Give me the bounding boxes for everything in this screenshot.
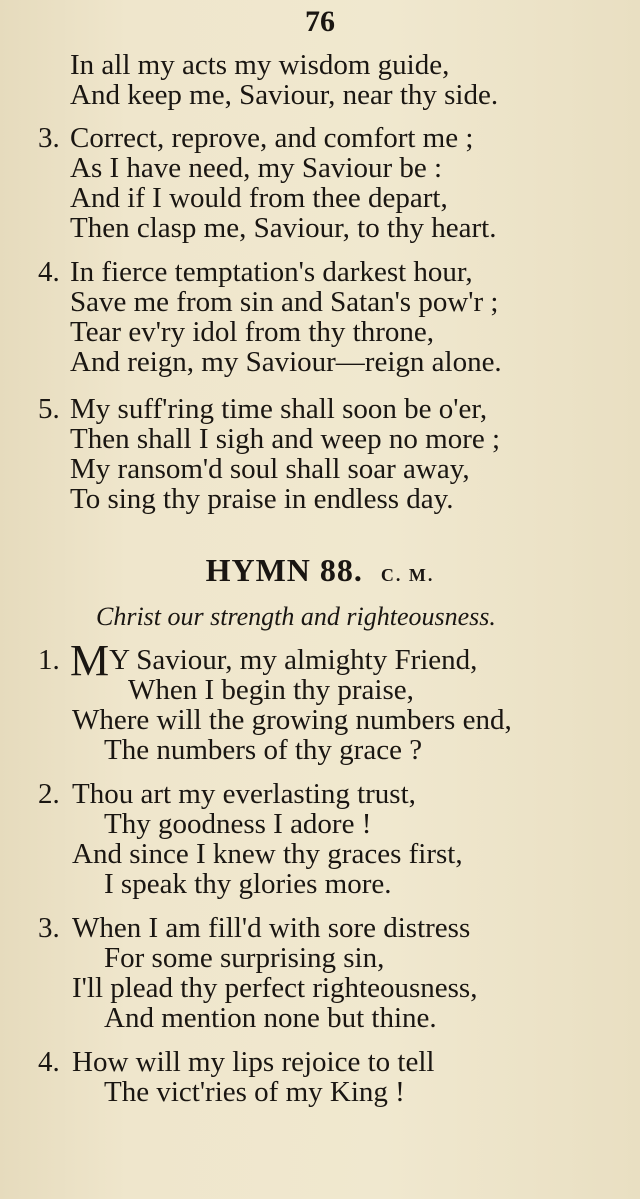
page-number: 76 <box>305 5 335 38</box>
hymn-meter: C. M. <box>380 565 435 585</box>
verse-line <box>70 636 478 685</box>
verse-line: How will my lips rejoice to tell <box>72 1046 435 1078</box>
verse-line: Save me from sin and Satan's pow'r ; <box>70 286 499 318</box>
verse-line-text: Y Saviour, my almighty Friend, <box>109 644 478 676</box>
verse-line: In fierce temptation's darkest hour, <box>70 256 473 288</box>
verse-line: To sing thy praise in endless day. <box>70 483 454 515</box>
verse-line: And reign, my Saviour—reign alone. <box>70 346 502 378</box>
verse-line: Tear ev'ry idol from thy throne, <box>70 316 434 348</box>
verse-line: For some surprising sin, <box>104 942 385 974</box>
verse-line: When I begin thy praise, <box>128 674 414 706</box>
verse-line: I speak thy glories more. <box>104 868 392 900</box>
stanza-number: 3. <box>38 912 60 944</box>
hymn-number: HYMN 88. <box>205 552 363 588</box>
verse-line: Then shall I sigh and weep no more ; <box>70 423 501 455</box>
verse-line: As I have need, my Saviour be : <box>70 152 443 184</box>
verse-line: The numbers of thy grace ? <box>104 734 423 766</box>
hymn-title <box>0 550 640 595</box>
drop-cap: M <box>70 636 110 685</box>
verse-line: And since I knew thy graces first, <box>72 838 463 870</box>
stanza-number: 3. <box>38 122 60 154</box>
stanza-number: 2. <box>38 778 60 810</box>
verse-line: I'll plead thy perfect righteousness, <box>72 972 478 1004</box>
verse-line: Correct, reprove, and comfort me ; <box>70 122 474 154</box>
verse-line: Thy goodness I adore ! <box>104 808 372 840</box>
stanza-number: 5. <box>38 393 60 425</box>
verse-line: My suff'ring time shall soon be o'er, <box>70 393 488 425</box>
verse-line: And keep me, Saviour, near thy side. <box>70 79 499 111</box>
stanza-number: 1. <box>38 644 60 676</box>
verse-line: Thou art my everlasting trust, <box>72 778 416 810</box>
stanza-number: 4. <box>38 256 60 288</box>
verse-line: In all my acts my wisdom guide, <box>70 49 450 81</box>
verse-line: The vict'ries of my King ! <box>104 1076 405 1108</box>
verse-line: And if I would from thee depart, <box>70 182 448 214</box>
verse-line: And mention none but thine. <box>104 1002 437 1034</box>
hymn-subtitle: Christ our strength and righteousness. <box>96 602 496 631</box>
verse-line: Then clasp me, Saviour, to thy heart. <box>70 212 497 244</box>
verse-line: My ransom'd soul shall soar away, <box>70 453 470 485</box>
stanza-number: 4. <box>38 1046 60 1078</box>
verse-line: When I am fill'd with sore distress <box>72 912 471 944</box>
verse-line: Where will the growing numbers end, <box>72 704 512 736</box>
